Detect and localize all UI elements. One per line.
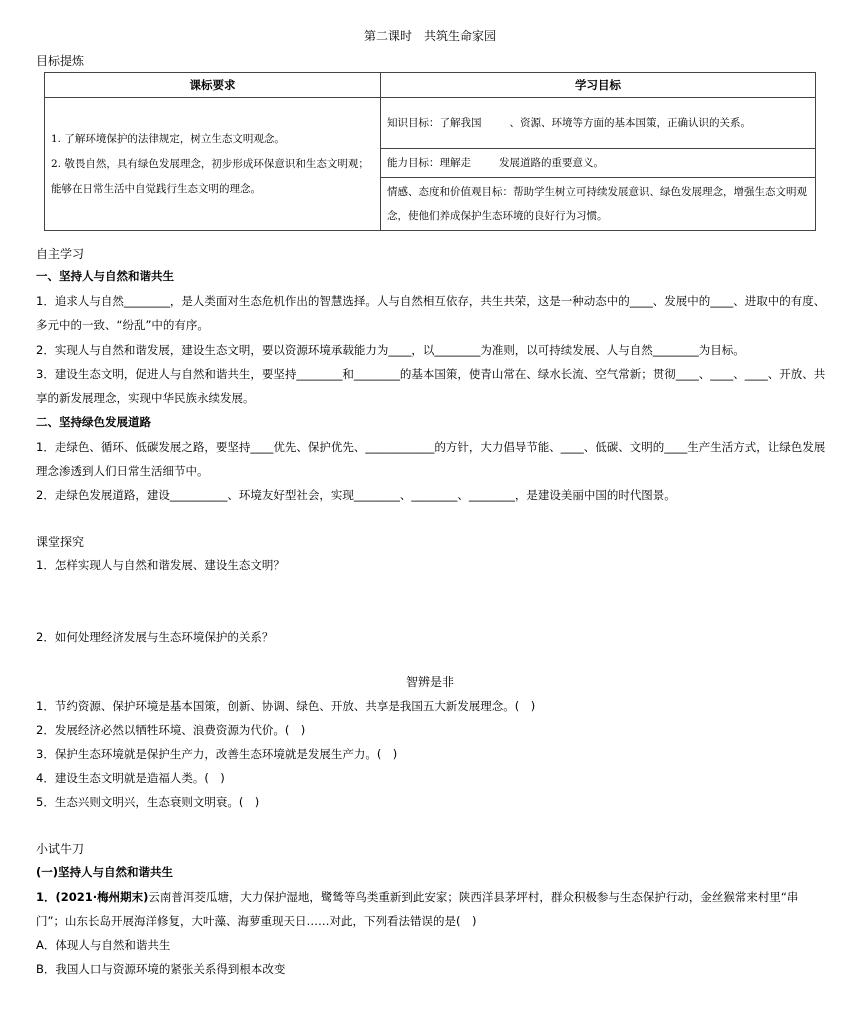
page-title: 第二课时 共筑生命家园 (363, 29, 496, 43)
judge-heading: 智辨是非 (405, 675, 454, 689)
practice-subheading: (一)坚持人与自然和谐共生 (36, 865, 174, 879)
judge-item: 3．保护生态环境就是保护生产力，改善生态环境就是发展生产力。( ) (36, 747, 398, 761)
question-source: 1．(2021·梅州期末) (36, 890, 149, 904)
judge-item: 2．发展经济必然以牺牲环境、浪费资源为代价。( ) (36, 723, 306, 737)
part2-item-1: 1．走绿色、循环、低碳发展之路，要坚持____优先、保护优先、____________的方针，大力倡导节能、____、低碳、文明的____生产生活方式，让绿色发展理念渗透到人们日常生活细节中。 (36, 440, 826, 478)
judge-item: 1．节约资源、保护环境是基本国策，创新、协调、绿色、开放、共享是我国五大新发展理念。( ) (36, 699, 536, 713)
requirements-cell (45, 98, 381, 231)
knowledge-goal-a: 知识目标：了解我国 (387, 117, 482, 129)
table-row (45, 98, 816, 149)
col-header-goals: 学习目标 (381, 73, 816, 98)
table-header-row (45, 73, 816, 98)
part1-item-1: 1．追求人与自然________，是人类面对生态危机作出的智慧选择。人与自然相互依存，共生共荣，这是一种动态中的____、发展中的____、进取中的有度、多元中的一致、“纷乱”中的有序。 (36, 294, 826, 332)
requirement-2: 2. 敬畏自然，具有绿色发展理念，初步形成环保意识和生态文明观；能够在日常生活中自觉践行生态文明的理念。 (51, 157, 369, 195)
knowledge-goal-cell (381, 98, 816, 149)
section-goals-label: 目标提炼 (36, 54, 85, 68)
practice-heading: 小试牛刀 (36, 842, 85, 856)
ability-goal-a: 能力目标：理解走 (387, 157, 471, 169)
practice-question-1 (36, 885, 826, 933)
goals-table (44, 72, 816, 231)
judge-item: 4．建设生态文明就是造福人类。( ) (36, 771, 225, 785)
self-study-heading: 自主学习 (36, 247, 85, 261)
col-header-requirements: 课标要求 (45, 73, 381, 98)
emotion-goal-cell: 情感、态度和价值观目标：帮助学生树立可持续发展意识、绿色发展理念，增强生态文明观念，使他们养成保护生态环境的良好行为习惯。 (381, 178, 816, 231)
ability-goal-b: 发展道路的重要意义。 (499, 157, 604, 169)
inquiry-question-2: 2．如何处理经济发展与生态环境保护的关系？ (36, 630, 274, 644)
part1-item-3: 3．建设生态文明，促进人与自然和谐共生，要坚持________和________的基本国策，使青山常在、绿水长流、空气常新；贯彻____、____、____、开放、共享的新发展理念，实现中华民族永续发展。 (36, 367, 826, 405)
option-a: A．体现人与自然和谐共生 (36, 938, 171, 952)
judge-item: 5．生态兴则文明兴，生态衰则文明衰。( ) (36, 795, 260, 809)
part2-item-2: 2．走绿色发展道路，建设__________、环境友好型社会，实现________、________、________，是建设美丽中国的时代图景。 (36, 488, 676, 502)
knowledge-goal-b: 、资源、环境等方面的基本国策，正确认识的关系。 (509, 117, 751, 129)
inquiry-heading: 课堂探究 (36, 535, 85, 549)
part1-item-2: 2．实现人与自然和谐发展，建设生态文明，要以资源环境承载能力为____，以________为准则，以可持续发展、人与自然________为目标。 (36, 343, 745, 357)
ability-goal-cell (381, 149, 816, 178)
part1-title: 一、坚持人与自然和谐共生 (36, 269, 174, 283)
question-text: 云南普洱茭瓜塘，大力保护湿地，鹭鸶等鸟类重新到此安家；陕西洋县茅坪村，群众积极参与生态保护行动，金丝猴常来村里“串门”；山东长岛开展海洋修复，大叶藻、海萝重现天日……对此，下列看法错误的是( ) (36, 890, 799, 928)
requirement-1: 1. 了解环境保护的法律规定，树立生态文明观念。 (51, 132, 285, 145)
inquiry-question-1: 1．怎样实现人与自然和谐发展、建设生态文明？ (36, 558, 285, 572)
option-b: B．我国人口与资源环境的紧张关系得到根本改变 (36, 962, 286, 976)
part2-title: 二、坚持绿色发展道路 (36, 415, 151, 429)
